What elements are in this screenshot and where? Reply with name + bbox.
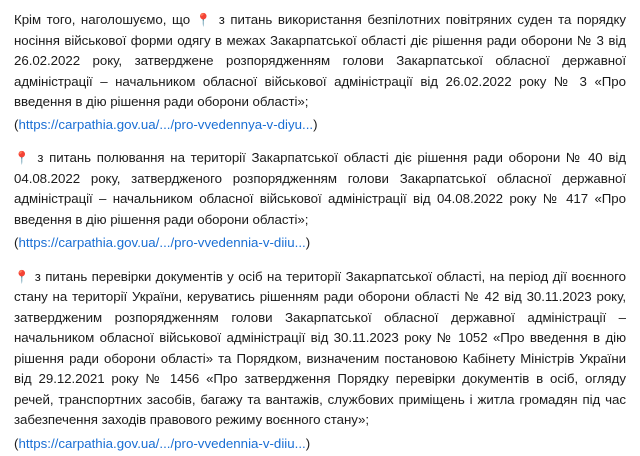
paragraph-text-2 bbox=[14, 148, 626, 230]
link-open-paren-2: ( bbox=[14, 235, 19, 250]
pushpin-icon: 📍 bbox=[195, 13, 214, 27]
paragraph-3-main-text: з питань перевірки документів у осіб на території Закарпатської області, на період дії воєнного стану на території України, керуватись рішенням ради оборони області № 42 від 30.11.2023 року, затвердженим розпорядженням голови Закарпатської обласної державної адміністрації – начальником обласної військової адміністрації від 30.11.2023 року № 1052 «Про введення в дію рішення ради оборони області» та Порядком, визначеним постановою Кабінету Міністрів України від 29.12.2021 року № 1456 «Про затвердження Порядку перевірки документів в осіб, огляду речей, транспортних засобів, багажу та вантажів, службових приміщень і житла громадян під час забезпечення заходів правового режиму воєнного стану»; bbox=[14, 268, 626, 427]
paragraph-2-main-text: з питань полювання на території Закарпатської області діє рішення ради оборони № 40 від 04.08.2022 року, затвердженого розпорядженням голови Закарпатської обласної державної адміністрації – начальником обласної військової адміністрації від 04.08.2022 року № 417 «Про введення в дію рішення ради оборони області»; bbox=[14, 150, 626, 227]
source-link-3[interactable]: https://carpathia.gov.ua/.../pro-vvedennia-v-diiu... bbox=[18, 435, 306, 451]
paragraph-block-3 bbox=[14, 267, 626, 455]
paragraph-1-lead-text: Крім того, наголошуємо, що bbox=[14, 12, 196, 27]
source-link-2[interactable]: https://carpathia.gov.ua/.../pro-vvedennia-v-diiu... bbox=[18, 235, 306, 250]
paragraph-block-2 bbox=[14, 148, 626, 254]
source-link-1[interactable]: https://carpathia.gov.ua/.../pro-vvedennya-v-diyu... bbox=[18, 116, 314, 132]
link-line-2 bbox=[14, 233, 626, 254]
link-close-paren-1: ) bbox=[313, 116, 318, 132]
paragraph-text-1 bbox=[14, 10, 626, 113]
link-open-paren-1: ( bbox=[14, 116, 19, 132]
paragraph-block-1 bbox=[14, 10, 626, 135]
link-close-paren-2: ) bbox=[305, 235, 311, 250]
link-line-1 bbox=[14, 115, 626, 136]
pushpin-icon: 📍 bbox=[14, 269, 31, 284]
link-line-3 bbox=[14, 434, 626, 455]
paragraph-text-3 bbox=[14, 267, 626, 431]
link-open-paren-3: ( bbox=[14, 435, 19, 451]
paragraph-1-main-text: з питань використання безпілотних повітряних суден та порядку носіння військової форми одягу в межах Закарпатської області діє рішення ради оборони № 3 від 26.02.2022 року, затверджене розпорядженням голови Закарпатської обласної державної адміністрації – начальником обласної військової адміністрації від 26.02.2022 року № 3 «Про введення в дію рішення ради оборони області»; bbox=[14, 12, 626, 109]
link-close-paren-3: ) bbox=[305, 435, 311, 451]
pushpin-icon: 📍 bbox=[14, 151, 32, 165]
